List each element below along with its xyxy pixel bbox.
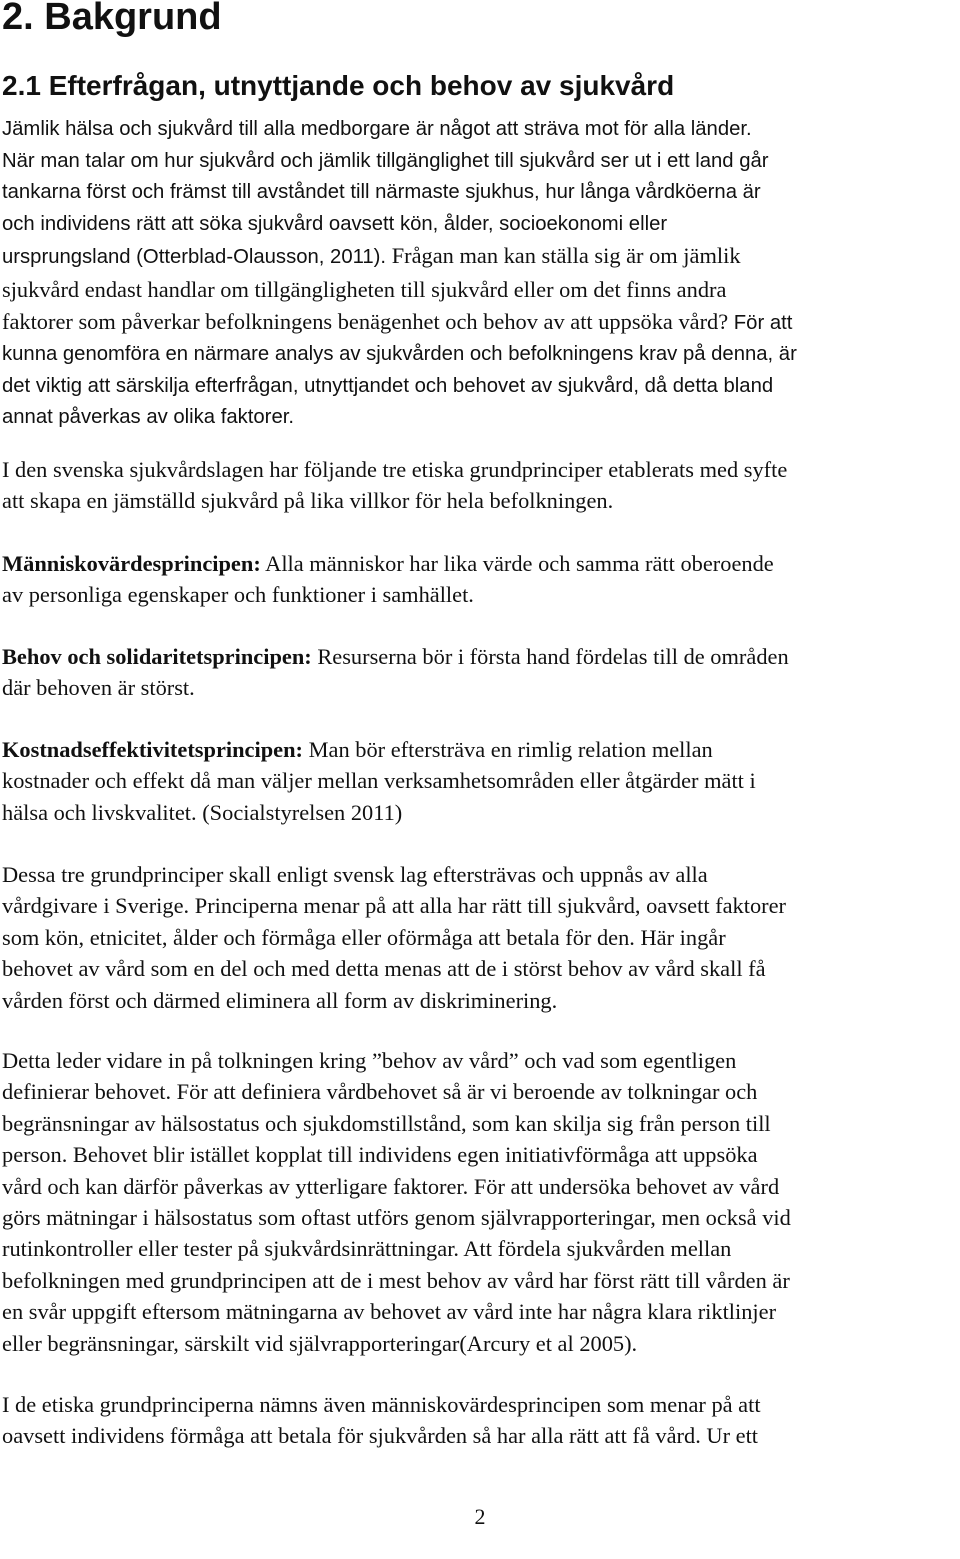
text-line: När man talar om hur sjukvård och jämlik tillgänglighet till sjukvård ser ut i ett land går bbox=[2, 149, 769, 172]
principle-need-solidarity bbox=[2, 641, 960, 704]
text-line: det viktig att särskilja efterfrågan, utnyttjandet och behovet av sjukvård, då detta bland bbox=[2, 374, 774, 397]
text-line: en svår uppgift eftersom mätningarna av behovet av vård inte har några klara riktlinjer bbox=[2, 1299, 777, 1325]
text-line: vård och kan därför påverkas av ytterligare faktorer. För att undersöka behovet av vård bbox=[2, 1173, 780, 1199]
text-segment: För att bbox=[733, 311, 793, 334]
text-line: eller begränsningar, särskilt vid självrapporteringar(Arcury et al 2005). bbox=[2, 1330, 638, 1356]
text-line: person. Behovet blir istället kopplat till individens egen initiativförmåga att uppsöka bbox=[2, 1142, 758, 1168]
text-line bbox=[2, 240, 960, 274]
principle-term: Behov och solidaritetsprincipen: bbox=[2, 644, 312, 669]
text-line: Detta leder vidare in på tolkningen kring ”behov av vård” och vad som egentligen bbox=[2, 1048, 737, 1073]
text-line: där behoven är störst. bbox=[2, 675, 195, 701]
principles-law-paragraph bbox=[2, 859, 960, 1016]
text-line: I den svenska sjukvårdslagen har följande tre etiska grundprinciper etablerats med syfte bbox=[2, 457, 788, 482]
text-line: hälsa och livskvalitet. (Socialstyrelsen 2011) bbox=[2, 799, 403, 825]
care-need-paragraph bbox=[2, 1045, 960, 1359]
text-line: sjukvård endast handlar om tillgängligheten till sjukvård eller om det finns andra bbox=[2, 276, 727, 302]
text-line: Jämlik hälsa och sjukvård till alla medborgare är något att sträva mot för alla länder. bbox=[2, 118, 752, 140]
text-line: kunna genomföra en närmare analys av sjukvården och befolkningens krav på denna, är bbox=[2, 343, 797, 366]
principle-text: Resurserna bör i första hand fördelas till de områden bbox=[311, 644, 789, 669]
text-line: rutinkontroller eller tester på sjukvårdsinrättningar. Att fördela sjukvården mellan bbox=[2, 1236, 732, 1262]
text-line bbox=[2, 548, 960, 579]
text-line: görs mätningar i hälsostatus som oftast utförs genom självrapporteringar, men också vid bbox=[2, 1205, 791, 1231]
text-line: vårdgivare i Sverige. Principerna menar på att alla har rätt till sjukvård, oavsett faktorer bbox=[2, 893, 786, 919]
principles-intro-paragraph bbox=[2, 454, 960, 517]
text-segment: ursprungsland (Otterblad-Olausson, 2011). bbox=[2, 246, 392, 269]
text-segment: faktorer som påverkar befolkningens benägenhet och behov av att uppsöka vård? bbox=[2, 308, 734, 334]
text-line: som kön, etnicitet, ålder och förmåga eller oförmåga att betala för den. Här ingår bbox=[2, 924, 726, 950]
text-line: definierar behovet. För att definiera vårdbehovet så är vi beroende av tolkningar och bbox=[2, 1079, 758, 1105]
text-line: annat påverkas av olika faktorer. bbox=[2, 406, 294, 429]
principle-term: Kostnadseffektivitetsprincipen: bbox=[2, 737, 304, 762]
principle-text: Man bör eftersträva en rimlig relation mellan bbox=[303, 737, 713, 762]
principle-text: Alla människor har lika värde och samma rätt oberoende bbox=[260, 551, 774, 576]
text-line: och individens rätt att söka sjukvård oavsett kön, ålder, socioekonomi eller bbox=[2, 212, 668, 235]
text-line bbox=[2, 641, 960, 672]
text-line: oavsett individens förmåga att betala för sjukvården så har alla rätt att få vård. Ur ett bbox=[2, 1423, 759, 1449]
text-line: att skapa en jämställd sjukvård på lika villkor för hela befolkningen. bbox=[2, 488, 614, 514]
section-heading: 2.1 Efterfrågan, utnyttjande och behov av sjukvård bbox=[2, 70, 675, 101]
principle-cost-effectiveness bbox=[2, 734, 960, 828]
text-line: av personliga egenskaper och funktioner i samhället. bbox=[2, 582, 474, 608]
text-line: vården först och därmed eliminera all form av diskriminering. bbox=[2, 987, 558, 1013]
principle-term: Människovärdesprincipen: bbox=[2, 551, 261, 576]
text-line: befolkningen med grundprincipen att de i mest behov av vård har först rätt till vården är bbox=[2, 1267, 790, 1293]
text-line bbox=[2, 734, 960, 765]
text-line bbox=[2, 306, 960, 340]
chapter-heading: 2. Bakgrund bbox=[2, 0, 222, 38]
text-line: begränsningar av hälsostatus och sjukdomstillstånd, som kan skilja sig från person till bbox=[2, 1110, 771, 1136]
ethics-paragraph bbox=[2, 1389, 960, 1452]
text-line: Dessa tre grundprinciper skall enligt svensk lag eftersträvas och uppnås av alla bbox=[2, 862, 708, 887]
principle-human-dignity bbox=[2, 548, 960, 611]
text-line: behovet av vård som en del och med detta menas att de i störst behov av vård skall få bbox=[2, 956, 766, 982]
intro-paragraph bbox=[2, 114, 960, 434]
page-number: 2 bbox=[474, 1504, 486, 1529]
text-segment: Frågan man kan ställa sig är om jämlik bbox=[391, 243, 741, 269]
text-line: kostnader och effekt då man väljer mellan verksamhetsområden eller åtgärder mätt i bbox=[2, 768, 756, 794]
text-line: I de etiska grundprinciperna nämns även människovärdesprincipen som menar på att bbox=[2, 1392, 761, 1417]
text-line: tankarna först och främst till avståndet till närmaste sjukhus, hur långa vårdköerna är bbox=[2, 181, 761, 204]
